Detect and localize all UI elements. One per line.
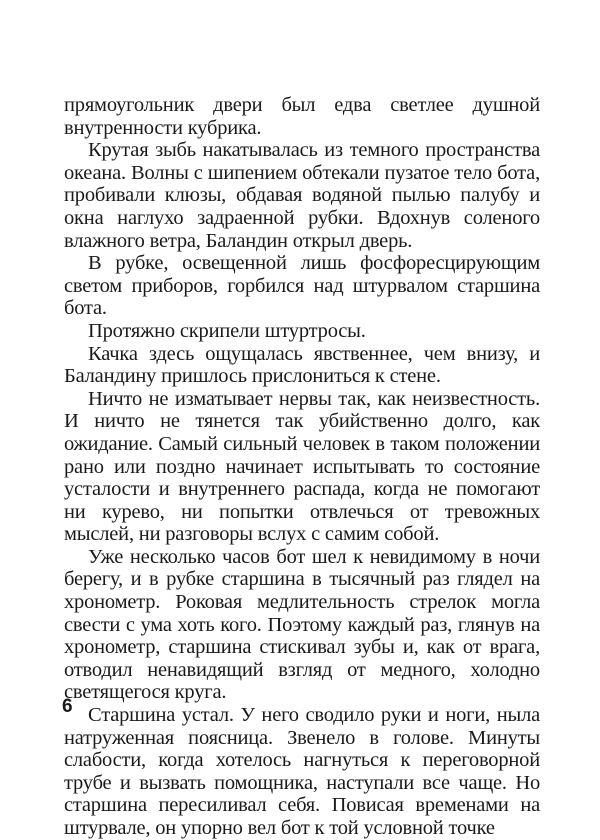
- paragraph-rolling: Качка здесь ощущалась явственнее, чем внизу, и Баландину пришлось прислониться к стене.: [64, 342, 540, 388]
- paragraph-fatigue: Старшина устал. У него сводило руки и ноги, ныла натруженная поясница. Звенело в голове. Минуты слабости, когда хотелось нагнуться к переговорной трубе и вызвать помощника, наступали все чаще. Но старшина пересиливал себя. Повисая временами на штурвале, он упорно вел бот к той условной точке: [64, 704, 540, 839]
- paragraph-chronometer: Уже несколько часов бот шел к невидимому в ночи берегу, и в рубке старшина в тысячный раз глядел на хронометр. Роковая медлительность стрелок могла свести с ума хоть кого. Поэтому каждый раз, глянув на хронометр, старшина стискивал зубы и, как от врага, отводил ненавидящий взгляд от медного, холодно светящегося круга.: [64, 545, 540, 704]
- paragraph-continuation: прямоугольник двери был едва светлее душной внутренности кубрика.: [64, 94, 540, 139]
- paragraph-uncertainty: Ничто не изматывает нервы так, как неизвестность. И ничто не тянется так убийственно долго, как ожидание. Самый сильный человек в таком положении рано или поздно начинает испытывать то состояние усталости и внутреннего распада, когда не помогают ни курево, ни попытки отвлечься от тревожных мыслей, ни разговоры вслух с самим собой.: [64, 387, 540, 546]
- paragraph-swell: Крутая зыбь накатывалась из темного пространства океана. Волны с шипением обтекали пузатое тело бота, пробивали клюзы, обдавая водяной пылью палубу и окна наглухо задраенной рубки. Вдохнув соленого влажного ветра, Баландин открыл дверь.: [64, 139, 540, 252]
- paragraph-wheelhouse: В рубке, освещенной лишь фосфоресцирующим светом приборов, горбился над штурвалом старшина бота.: [64, 252, 540, 320]
- paragraph-tiller-ropes: Протяжно скрипели штуртросы.: [88, 319, 366, 342]
- page-body: [64, 94, 540, 840]
- page-number: 6: [62, 696, 73, 717]
